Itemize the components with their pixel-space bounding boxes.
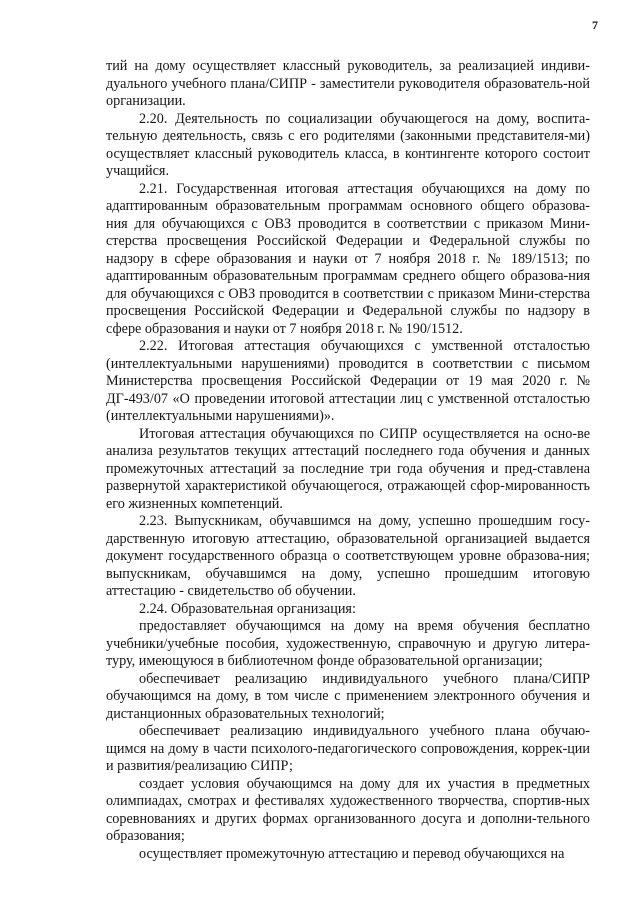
paragraph-2-21: 2.21. Государственная итоговая аттестация обучающихся на дому по адаптированным образовательным программам основного общего образова-ния для обучающихся с ОВЗ проводится в соответствии с приказом Мини-стерства просвещения Российской Федерации и Федеральной службы по надзору в сфере образования и науки от 7 ноября 2018 г. № 189/1513; по адаптированным образовательным программам среднего общего образова-ния для обучающихся с ОВЗ проводится в соответствии с приказом Мини-стерства просвещения Российской Федерации и Федеральной службы по надзору в сфере образования и науки от 7 ноября 2018 г. № 190/1512.: [106, 180, 590, 337]
page-number: 7: [592, 18, 598, 32]
paragraph-final-attestation-sipr: Итоговая аттестация обучающихся по СИПР осуществляется на осно-ве анализа результатов текущих аттестаций последнего года обучения и данных промежуточных аттестаций за последние три года обучения и пред-ставлена развернутой характеристикой обучающегося, отражающей сфор-мированность его жизненных компетенций.: [106, 425, 590, 512]
list-item-individual-plan: обеспечивает реализацию индивидуального учебного плана/СИПР обучающимся на дому, в том числе с применением электронного обучения и дистанционных образовательных технологий;: [106, 670, 590, 722]
paragraph-2-23: 2.23. Выпускникам, обучавшимся на дому, успешно прошедшим госу-дарственную итоговую аттестацию, образовательной организацией выдается документ государственного образца о соответствующем уровне образова-ния; выпускникам, обучавшимся на дому, успешно прошедшим итоговую аттестацию - свидетельство об обучении.: [106, 513, 590, 599]
document-body: [106, 58, 590, 863]
list-item-intermediate-attestation: осуществляет промежуточную аттестацию и перевод обучающихся на: [139, 845, 565, 862]
list-item-psych-support: обеспечивает реализацию индивидуального учебного плана обучаю-щимся на дому в части психолого-педагогического сопровождения, коррек-ции и развития/реализацию СИПР;: [106, 723, 590, 774]
list-item-olympiads: создает условия обучающимся на дому для их участия в предметных олимпиадах, смотрах и фестивалях художественного творчества, спортив-ных соревнованиях и других формах организованного досуга и дополни-тельного образования;: [106, 775, 590, 844]
paragraph-2-24-heading: 2.24. Образовательная организация:: [139, 600, 356, 617]
paragraph-2-20: 2.20. Деятельность по социализации обучающегося на дому, воспита-тельную деятельность, связь с его родителями (законными представителя-ми) осуществляет классный руководитель класса, в контингенте которого состоит учащийся.: [106, 110, 590, 179]
paragraph-continuation: тий на дому осуществляет классный руководитель, за реализацией индиви-дуального учебного плана/СИПР - заместители руководителя образователь-ной организации.: [106, 58, 590, 109]
list-item-textbooks: предоставляет обучающимся на дому на время обучения бесплатно учебники/учебные пособия, художественную, справочную и другую литера-туру, имеющуюся в библиотечном фонде образовательной организации;: [106, 618, 590, 669]
paragraph-2-22: 2.22. Итоговая аттестация обучающихся с умственной отсталостью (интеллектуальными нарушениями) проводится в соответствии с письмом Министерства просвещения Российской Федерации от 19 мая 2020 г. № ДГ-493/07 «О проведении итоговой аттестации лиц с умственной отсталостью (интеллектуальными нарушениями)».: [106, 338, 590, 424]
